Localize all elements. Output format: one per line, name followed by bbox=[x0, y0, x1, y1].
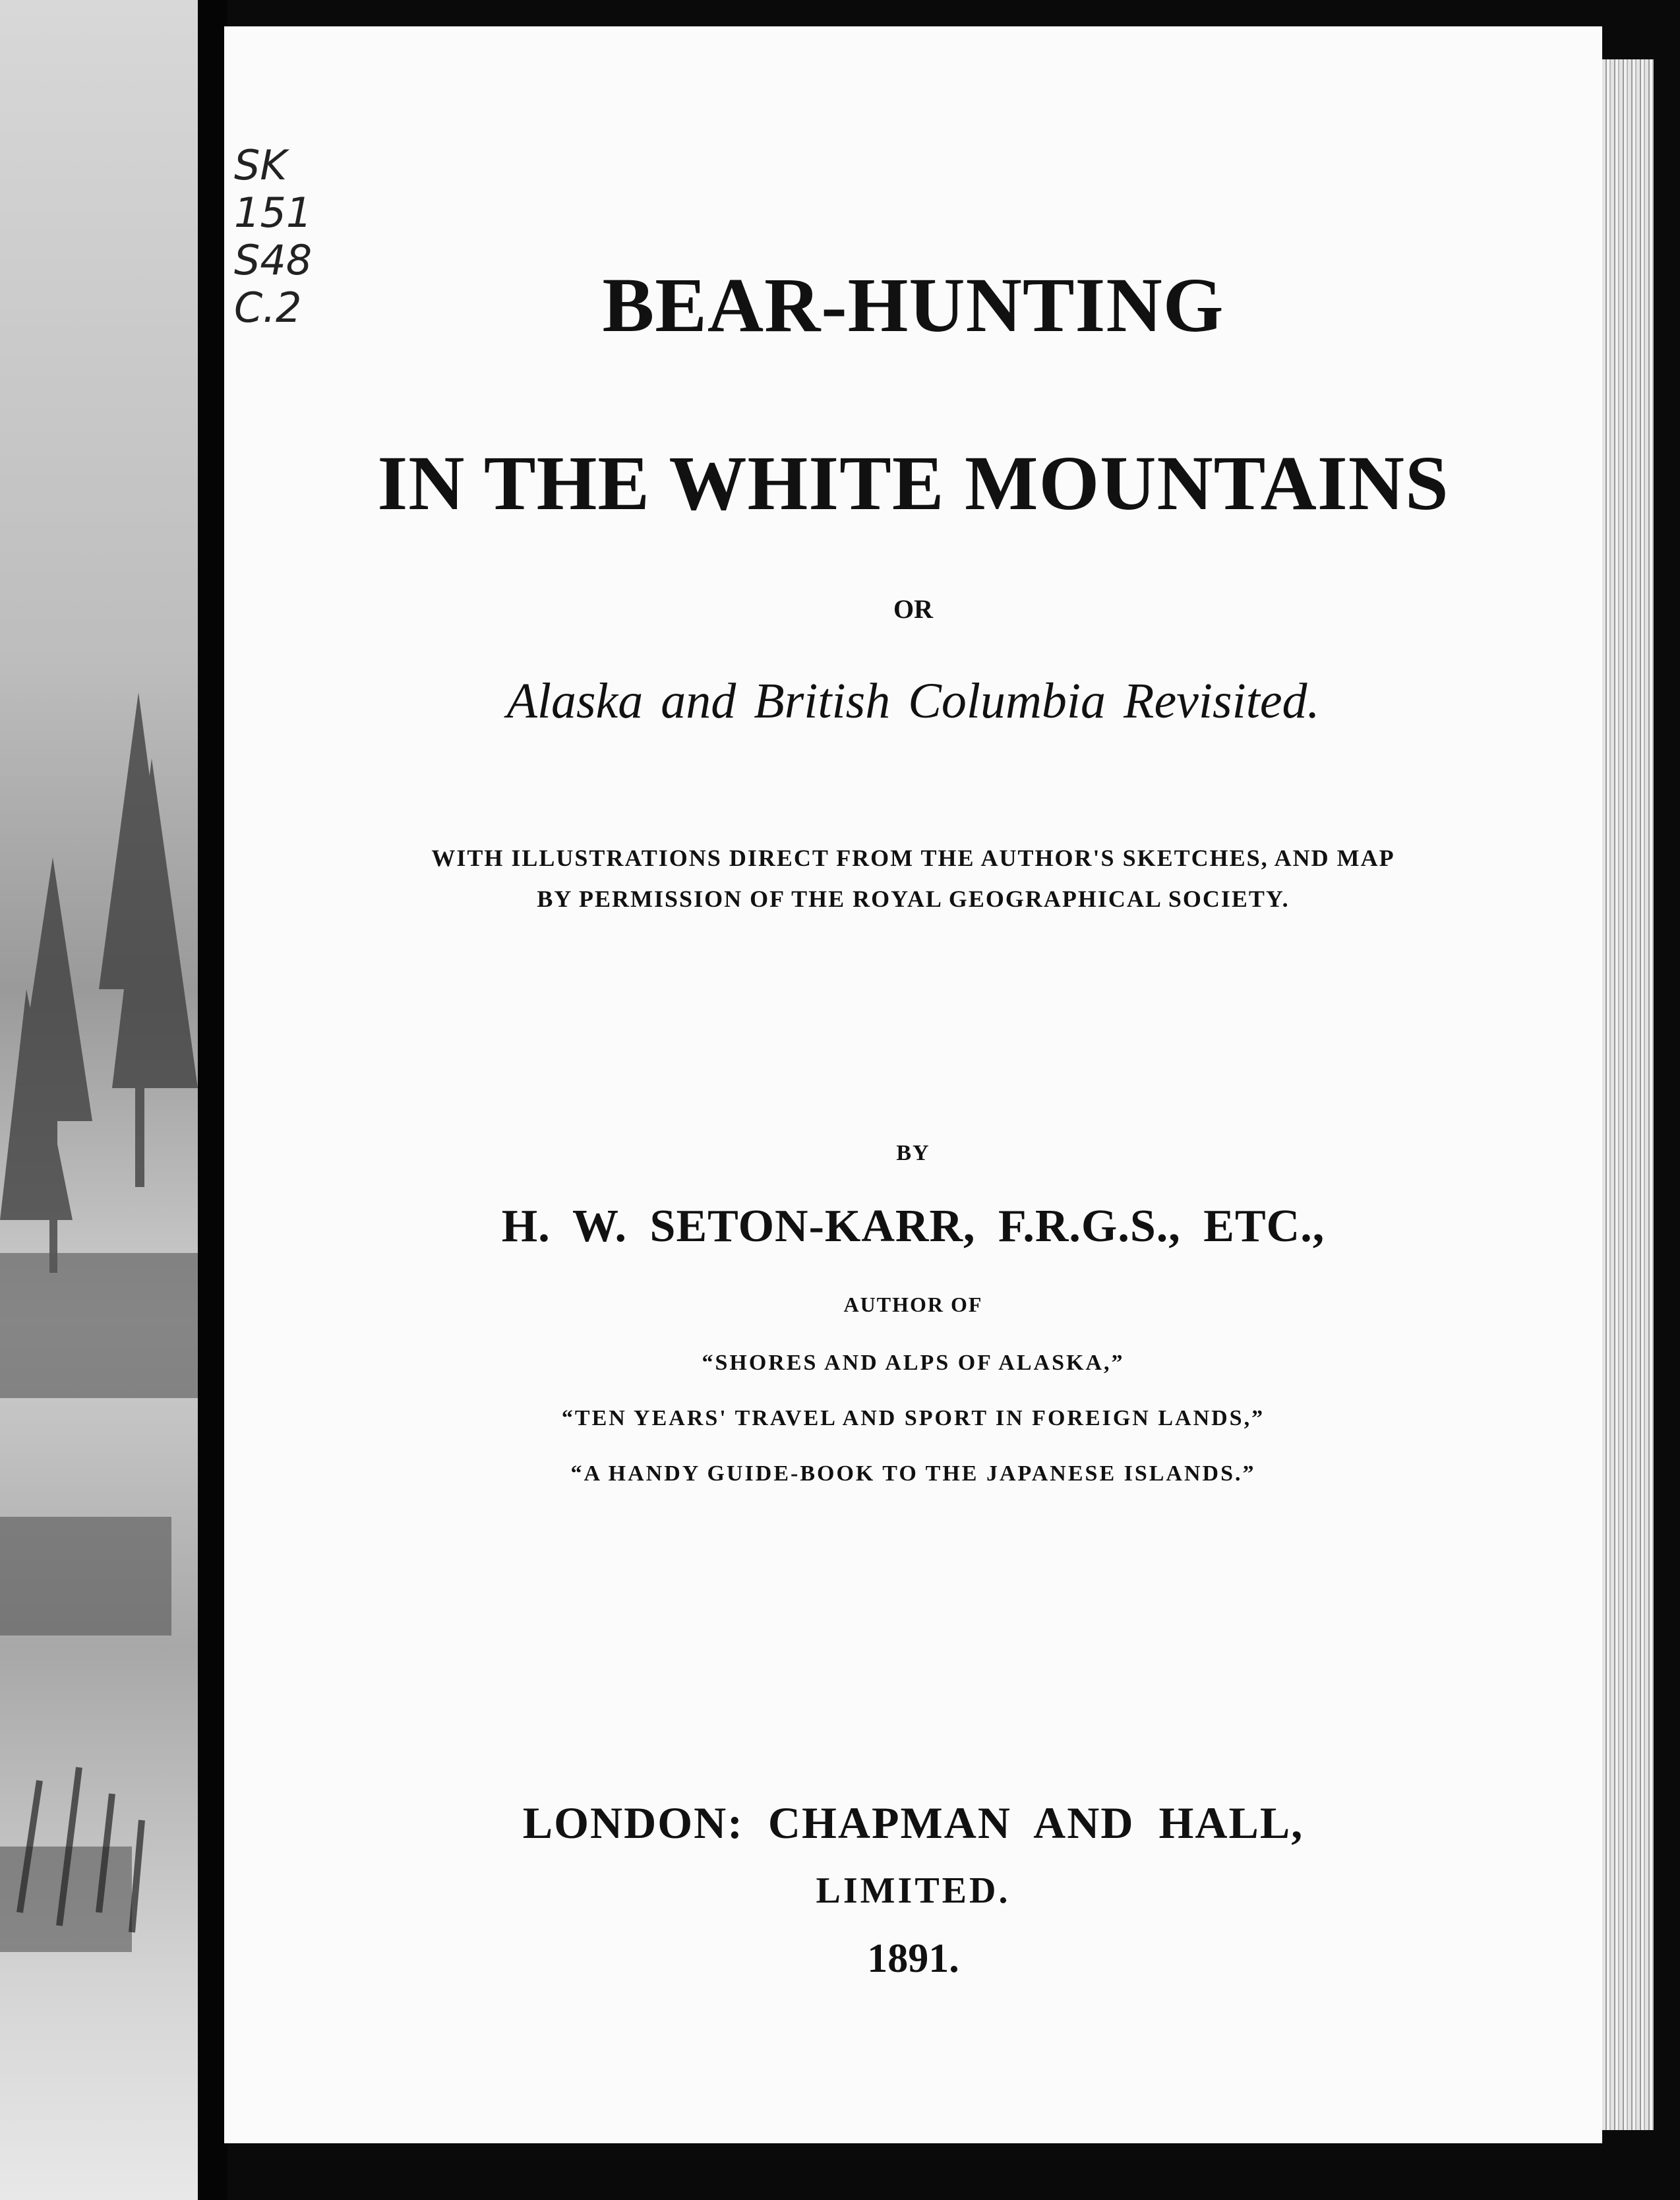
frontispiece-edge bbox=[0, 0, 211, 2200]
title-line-1: BEAR-HUNTING bbox=[602, 262, 1224, 348]
shelfmark-line: 151 bbox=[234, 189, 313, 237]
tree-sketch-icon bbox=[0, 0, 211, 2200]
previous-works-list bbox=[224, 1335, 1602, 1502]
illustrations-line: WITH ILLUSTRATIONS DIRECT FROM THE AUTHOR'S SKETCHES, AND MAP bbox=[431, 845, 1395, 871]
subtitle: Alaska and British Columbia Revisited. bbox=[506, 673, 1320, 729]
author-of-label: AUTHOR OF bbox=[843, 1293, 983, 1316]
illustrations-line: BY PERMISSION OF THE ROYAL GEOGRAPHICAL SOCIETY. bbox=[537, 886, 1290, 912]
or-connector: OR bbox=[893, 594, 933, 624]
author-name: H. W. SETON-KARR, F.R.G.S., ETC., bbox=[501, 1201, 1325, 1252]
publisher-limited: LIMITED. bbox=[816, 1870, 1011, 1911]
previous-work: “TEN YEARS' TRAVEL AND SPORT IN FOREIGN LANDS,” bbox=[561, 1406, 1265, 1430]
publication-year: 1891. bbox=[867, 1936, 959, 1981]
binding-gutter bbox=[198, 0, 227, 2200]
by-label: BY bbox=[896, 1141, 930, 1165]
page-fore-edge bbox=[1602, 59, 1654, 2130]
publisher: LONDON: CHAPMAN AND HALL, bbox=[522, 1798, 1304, 1848]
previous-work: “SHORES AND ALPS OF ALASKA,” bbox=[702, 1351, 1125, 1375]
previous-work: “A HANDY GUIDE-BOOK TO THE JAPANESE ISLANDS.” bbox=[570, 1461, 1256, 1486]
title-line-2: IN THE WHITE MOUNTAINS bbox=[377, 440, 1449, 526]
shelfmark-line: C.2 bbox=[234, 284, 302, 332]
illustrations-note bbox=[224, 838, 1602, 919]
shelfmark-line: S48 bbox=[234, 236, 313, 284]
shelfmark-line: SK bbox=[234, 141, 287, 189]
